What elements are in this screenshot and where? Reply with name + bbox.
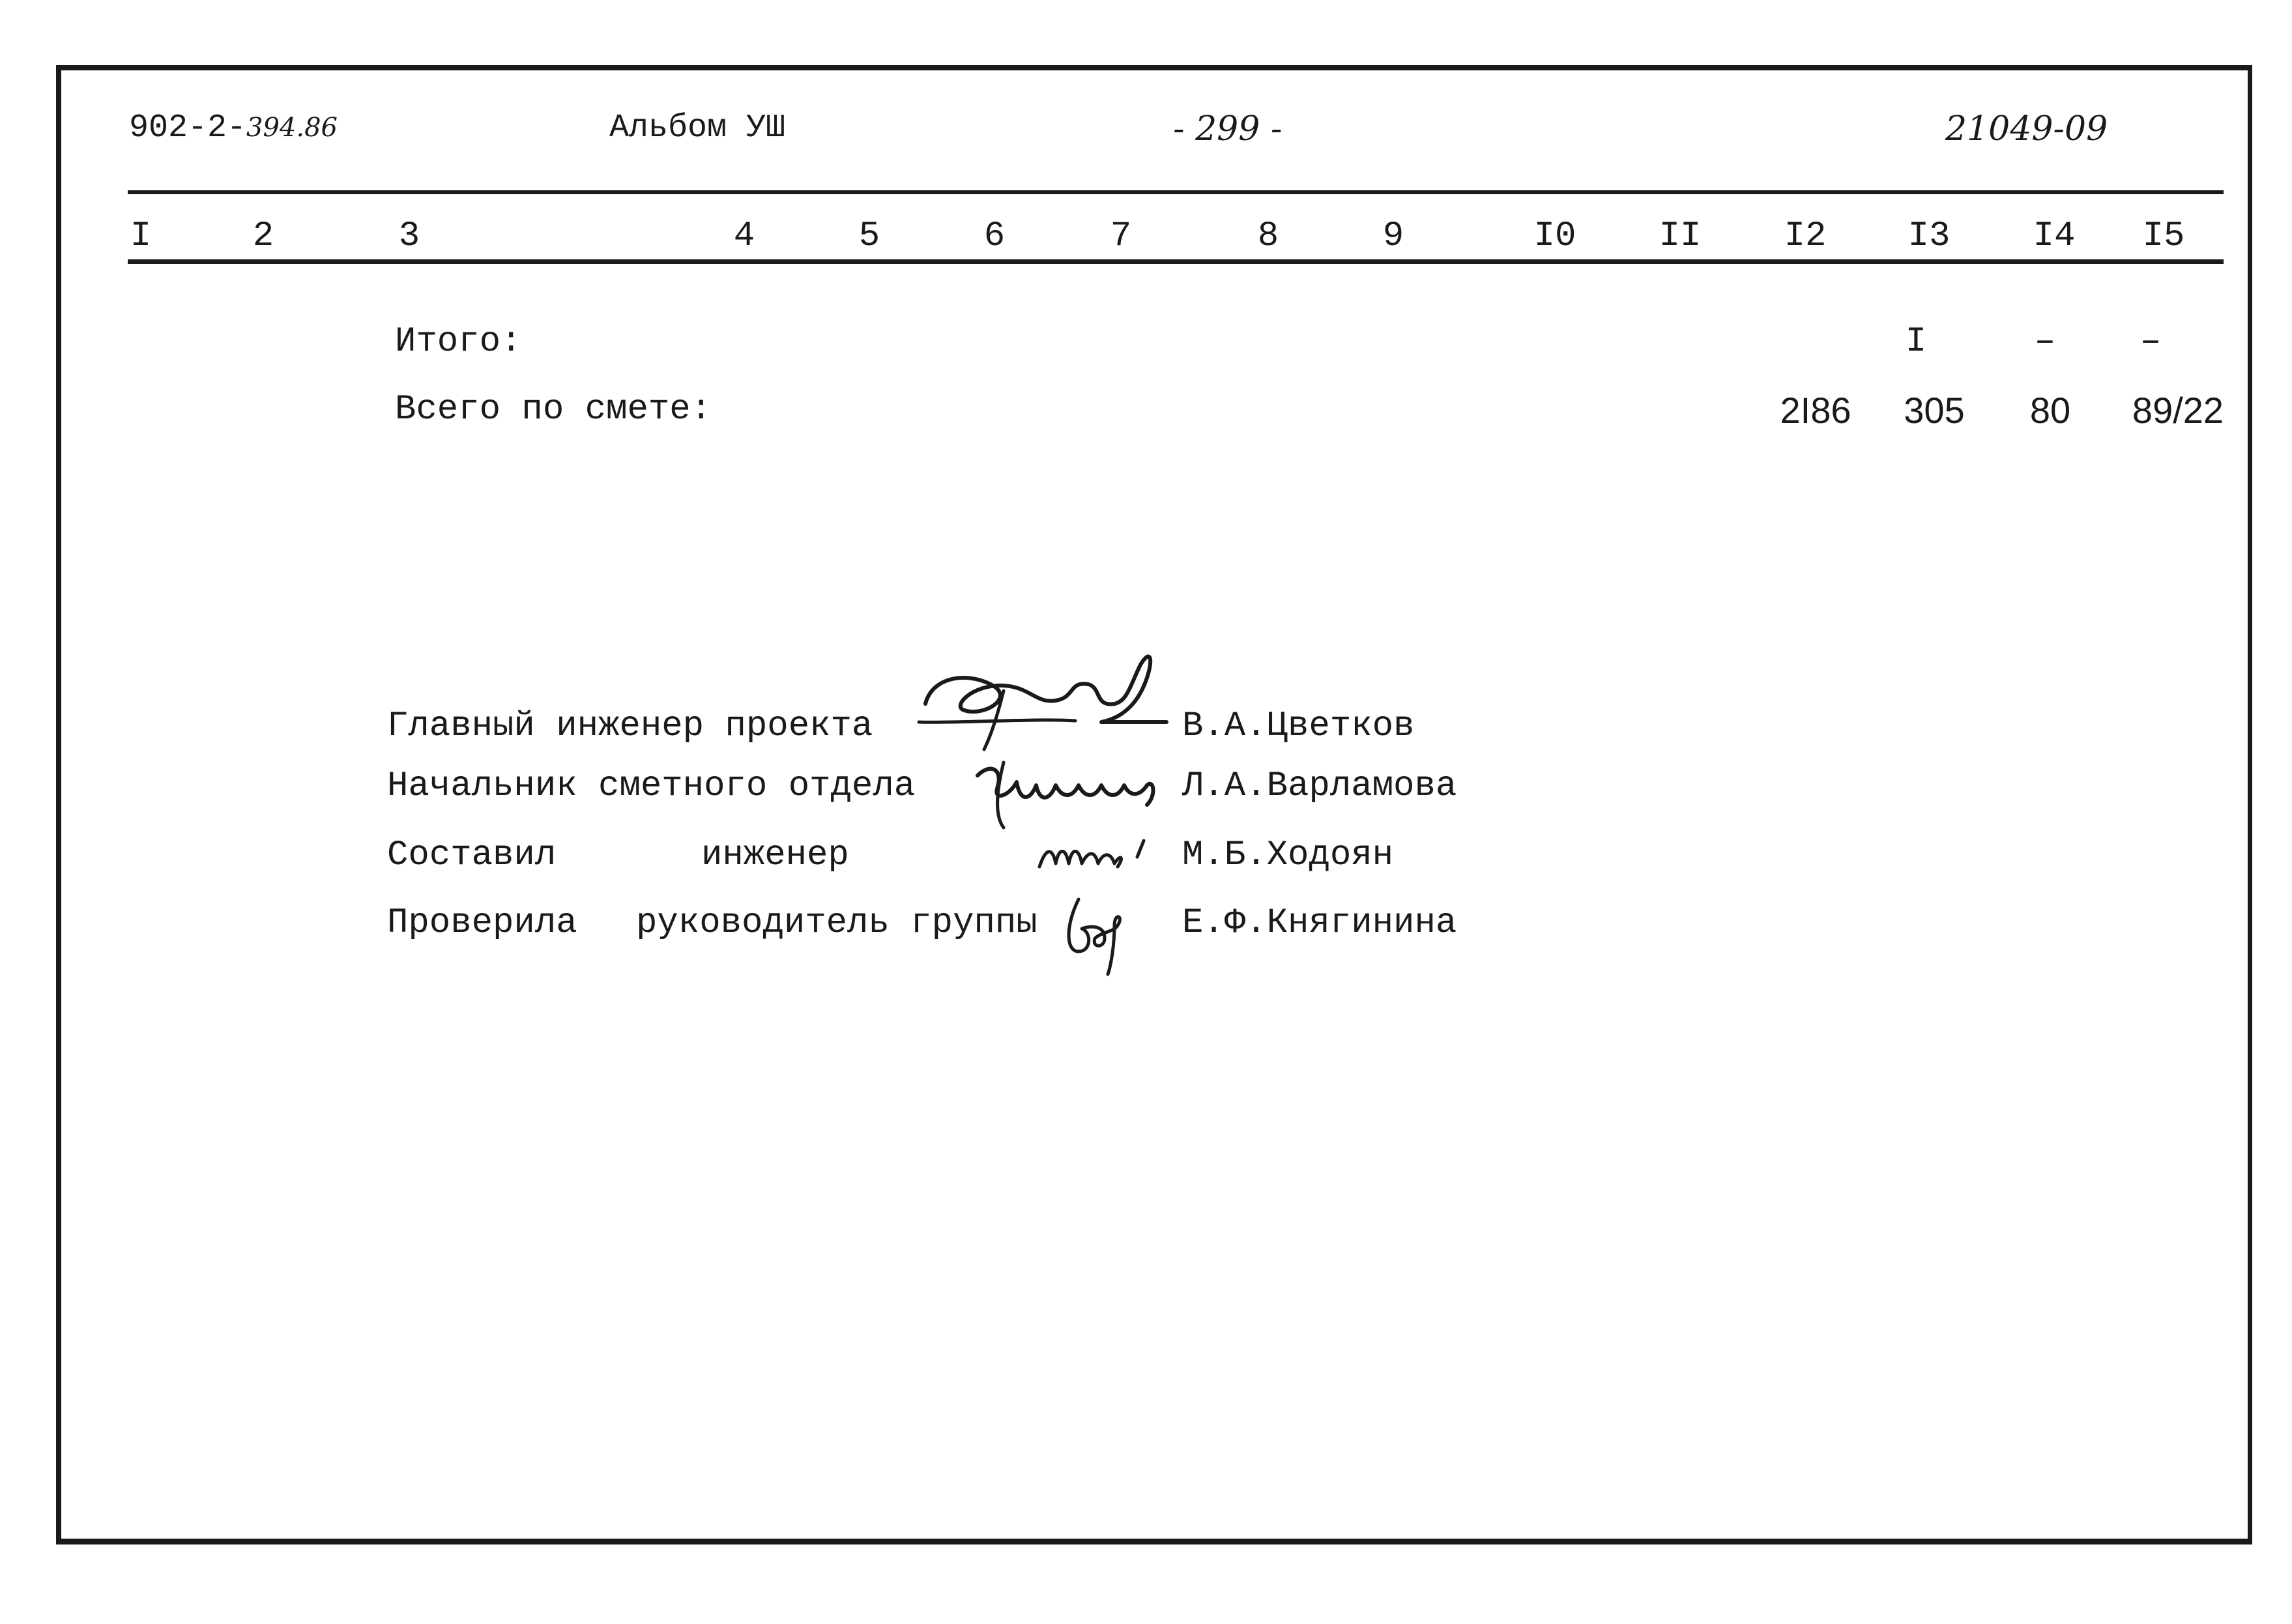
signature-role: Составил	[387, 835, 557, 875]
signature-role: Начальник сметного отдела	[387, 766, 916, 806]
itogo-col14: –	[2034, 322, 2056, 362]
column-number: I2	[1784, 216, 1827, 256]
itogo-col13: I	[1905, 322, 1927, 362]
handwritten-signature-2	[958, 749, 1173, 841]
itogo-label: Итого:	[395, 322, 522, 362]
column-number: I3	[1908, 216, 1951, 256]
vsego-col12: 2I86	[1780, 390, 1851, 431]
column-number: 5	[858, 216, 880, 256]
signature-role: Проверила	[387, 903, 577, 943]
column-number: II	[1659, 216, 1702, 256]
vsego-col13: 305	[1904, 390, 1965, 431]
handwritten-signature-1	[906, 645, 1180, 762]
signature-name: Е.Ф.Княгинина	[1182, 903, 1457, 943]
signature-role-detail: инженер	[701, 835, 849, 875]
column-number: I4	[2033, 216, 2076, 256]
vsego-col14: 80	[2029, 390, 2071, 431]
signature-name: В.А.Цветков	[1182, 706, 1415, 746]
header-top-rule	[128, 190, 2224, 194]
column-number: I0	[1533, 216, 1576, 256]
column-number: 8	[1257, 216, 1279, 256]
album-label: Альбом УШ	[609, 109, 786, 147]
vsego-col15: 89/22	[2132, 390, 2224, 431]
page-number: - 299 -	[1173, 109, 1283, 149]
header-bottom-rule	[128, 259, 2224, 264]
column-number: 3	[398, 216, 420, 256]
signature-role-detail: руководитель группы	[636, 903, 1037, 943]
doc-code-handwritten: 394.86	[246, 113, 338, 143]
handwritten-signature-4	[1052, 886, 1157, 978]
column-number: 7	[1110, 216, 1132, 256]
doc-code	[129, 109, 338, 147]
signature-name: М.Б.Ходоян	[1182, 835, 1394, 875]
document-number: 21049-09	[1945, 109, 2108, 149]
signature-name: Л.А.Варламова	[1182, 766, 1457, 806]
itogo-col15: –	[2140, 322, 2162, 362]
vsego-label: Всего по смете:	[395, 390, 712, 429]
column-number: 9	[1382, 216, 1404, 256]
signature-role: Главный инженер проекта	[387, 706, 873, 746]
column-number: 6	[983, 216, 1006, 256]
handwritten-signature-3	[1033, 828, 1163, 880]
column-number: 4	[733, 216, 755, 256]
column-number: I5	[2142, 216, 2185, 256]
doc-code-prefix: 902-2-	[129, 109, 247, 147]
column-number: I	[130, 216, 152, 256]
column-number: 2	[252, 216, 274, 256]
